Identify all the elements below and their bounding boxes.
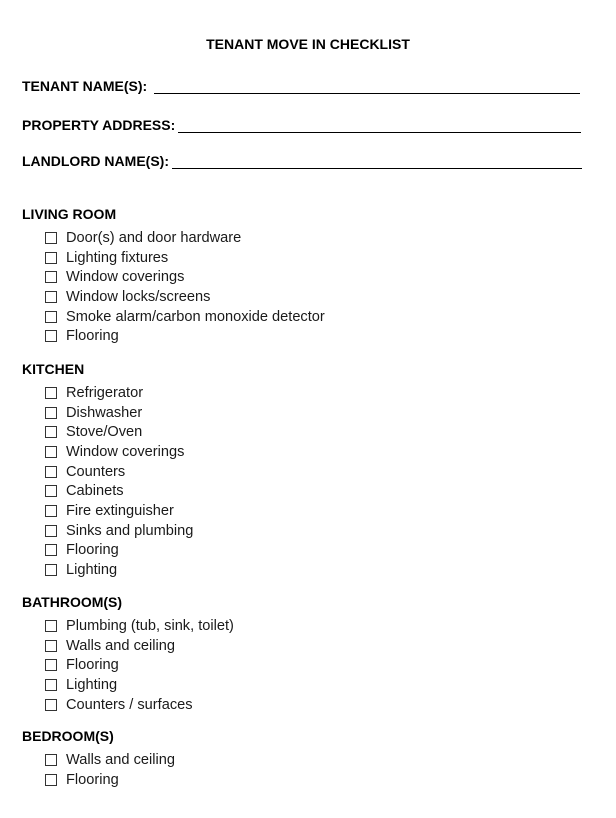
checkbox-icon[interactable] xyxy=(45,640,57,652)
checkbox-icon[interactable] xyxy=(45,311,57,323)
checklist-item-label: Flooring xyxy=(66,542,119,559)
checklist-item-label: Plumbing (tub, sink, toilet) xyxy=(66,617,234,634)
checklist-item[interactable] xyxy=(45,616,234,636)
checklist-item-label: Flooring xyxy=(66,657,119,674)
checklist-item[interactable] xyxy=(45,541,193,561)
checklist-item[interactable] xyxy=(45,501,193,521)
checklist-item-label: Window locks/screens xyxy=(66,288,211,305)
checklist-item[interactable] xyxy=(45,326,325,346)
checkbox-icon[interactable] xyxy=(45,505,57,517)
checkbox-icon[interactable] xyxy=(45,679,57,691)
section-heading: BEDROOM(S) xyxy=(22,728,114,744)
checklist xyxy=(45,616,234,714)
landlord-name-line[interactable] xyxy=(172,154,582,169)
checklist-item[interactable] xyxy=(45,695,234,715)
checklist-item-label: Fire extinguisher xyxy=(66,502,174,519)
tenant-name-field[interactable] xyxy=(22,78,580,94)
checkbox-icon[interactable] xyxy=(45,407,57,419)
checklist-item-label: Walls and ceiling xyxy=(66,637,175,654)
checklist-section xyxy=(22,728,175,789)
landlord-name-label: LANDLORD NAME(S): xyxy=(22,153,169,169)
checklist-item[interactable] xyxy=(45,383,193,403)
checklist-item[interactable] xyxy=(45,636,234,656)
checklist-item[interactable] xyxy=(45,481,193,501)
checkbox-icon[interactable] xyxy=(45,659,57,671)
checklist-item[interactable] xyxy=(45,770,175,790)
checklist-item[interactable] xyxy=(45,655,234,675)
tenant-name-label: TENANT NAME(S): xyxy=(22,78,152,94)
checkbox-icon[interactable] xyxy=(45,446,57,458)
checklist-item-label: Refrigerator xyxy=(66,384,144,401)
checklist-item-label: Counters / surfaces xyxy=(66,696,193,713)
checkbox-icon[interactable] xyxy=(45,620,57,632)
tenant-name-line[interactable] xyxy=(154,79,580,94)
checklist-item-label: Dishwasher xyxy=(66,404,143,421)
checklist-item[interactable] xyxy=(45,675,234,695)
checklist-item-label: Lighting xyxy=(66,676,118,693)
checklist-item[interactable] xyxy=(45,560,193,580)
checklist xyxy=(45,383,193,580)
checklist-item-label: Door(s) and door hardware xyxy=(66,229,242,246)
checkbox-icon[interactable] xyxy=(45,387,57,399)
checklist-section xyxy=(22,594,234,714)
checkbox-icon[interactable] xyxy=(45,485,57,497)
checkbox-icon[interactable] xyxy=(45,544,57,556)
checkbox-icon[interactable] xyxy=(45,754,57,766)
checklist-item[interactable] xyxy=(45,228,325,248)
checklist-item-label: Window coverings xyxy=(66,443,185,460)
checklist-item-label: Lighting fixtures xyxy=(66,249,169,266)
checklist xyxy=(45,750,175,789)
checkbox-icon[interactable] xyxy=(45,291,57,303)
checkbox-icon[interactable] xyxy=(45,564,57,576)
checklist-item-label: Cabinets xyxy=(66,483,124,500)
checklist-item-label: Window coverings xyxy=(66,269,185,286)
checklist-item[interactable] xyxy=(45,422,193,442)
checklist-item-label: Lighting xyxy=(66,562,118,579)
document-title: TENANT MOVE IN CHECKLIST xyxy=(206,36,410,52)
checklist-item-label: Walls and ceiling xyxy=(66,751,175,768)
checklist-item[interactable] xyxy=(45,307,325,327)
landlord-name-field[interactable] xyxy=(22,153,582,169)
checkbox-icon[interactable] xyxy=(45,330,57,342)
section-heading: BATHROOM(S) xyxy=(22,594,123,610)
checklist-item-label: Flooring xyxy=(66,328,119,345)
checklist-item-label: Stove/Oven xyxy=(66,424,143,441)
checkbox-icon[interactable] xyxy=(45,525,57,537)
checklist-item[interactable] xyxy=(45,521,193,541)
property-address-label: PROPERTY ADDRESS: xyxy=(22,117,176,133)
checkbox-icon[interactable] xyxy=(45,426,57,438)
checkbox-icon[interactable] xyxy=(45,699,57,711)
checklist-item-label: Flooring xyxy=(66,771,119,788)
property-address-field[interactable] xyxy=(22,117,581,133)
checklist-section xyxy=(22,206,325,346)
checklist xyxy=(45,228,325,346)
property-address-line[interactable] xyxy=(178,118,581,133)
section-heading: LIVING ROOM xyxy=(22,206,117,222)
checklist-item-label: Counters xyxy=(66,463,126,480)
checkbox-icon[interactable] xyxy=(45,774,57,786)
checkbox-icon[interactable] xyxy=(45,466,57,478)
checklist-item-label: Smoke alarm/carbon monoxide detector xyxy=(66,308,325,325)
checklist-item[interactable] xyxy=(45,267,325,287)
checklist-item[interactable] xyxy=(45,442,193,462)
checklist-item[interactable] xyxy=(45,287,325,307)
section-heading: KITCHEN xyxy=(22,361,85,377)
checkbox-icon[interactable] xyxy=(45,232,57,244)
checklist-item-label: Sinks and plumbing xyxy=(66,522,194,539)
checkbox-icon[interactable] xyxy=(45,252,57,264)
checklist-item[interactable] xyxy=(45,750,175,770)
checklist-section xyxy=(22,361,193,580)
checkbox-icon[interactable] xyxy=(45,271,57,283)
checklist-item[interactable] xyxy=(45,248,325,268)
checklist-item[interactable] xyxy=(45,462,193,482)
checklist-item[interactable] xyxy=(45,403,193,423)
